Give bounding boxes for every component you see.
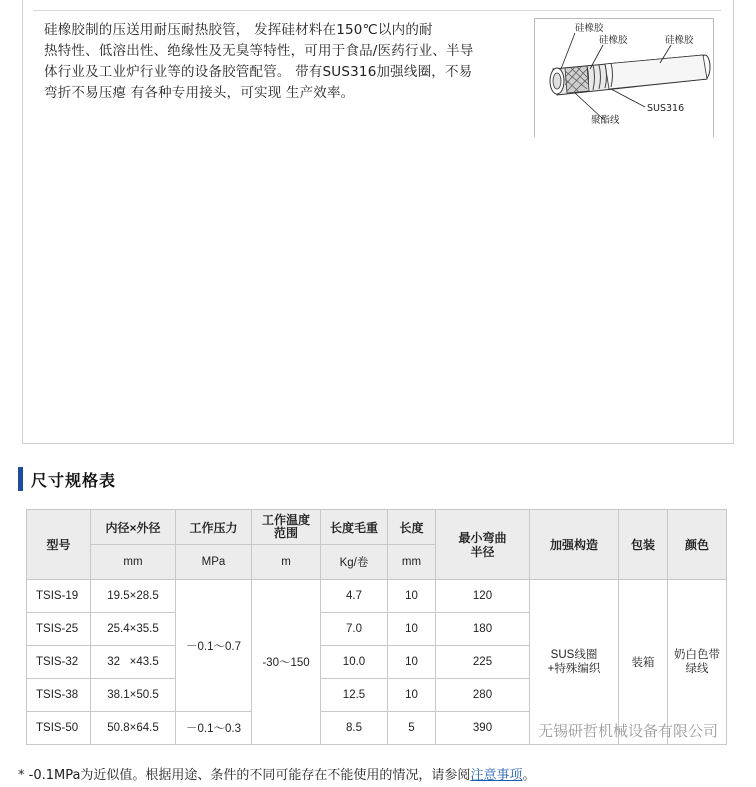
header-bend-radius: 最小弯曲 半径 bbox=[436, 510, 530, 580]
cell-pressure: －0.1～0.3 bbox=[176, 712, 252, 745]
cell-length: 10 bbox=[388, 613, 436, 646]
cell-reinforcement: SUS线圈 +特殊编织 bbox=[530, 580, 619, 745]
cell-diameter: 32 ×43.5 bbox=[91, 646, 176, 679]
header-diameter: 内径×外径 bbox=[91, 510, 176, 545]
section-title-bar bbox=[18, 467, 23, 491]
unit-pressure: MPa bbox=[176, 545, 252, 580]
cell-weight: 12.5 bbox=[321, 679, 388, 712]
divider bbox=[33, 10, 721, 11]
cell-diameter: 25.4×35.5 bbox=[91, 613, 176, 646]
precautions-link[interactable]: 注意事项 bbox=[470, 768, 523, 783]
label-polyester: 聚酯线 bbox=[591, 115, 620, 126]
header-model: 型号 bbox=[27, 510, 91, 580]
cell-model: TSIS-19 bbox=[27, 580, 91, 613]
header-length: 长度 bbox=[388, 510, 436, 545]
description-line: 体行业及工业炉行业等的设备胶管配管。 带有SUS316加强线圈，不易 bbox=[44, 64, 473, 80]
label-silicone-rubber: 硅橡胶 bbox=[575, 23, 604, 34]
cell-length: 10 bbox=[388, 580, 436, 613]
cell-weight: 7.0 bbox=[321, 613, 388, 646]
description-line: 热特性、低溶出性、绝缘性及无臭等特性，可用于食品/医药行业、半导 bbox=[44, 43, 474, 59]
cell-length: 5 bbox=[388, 712, 436, 745]
section-title-text: 尺寸规格表 bbox=[31, 470, 117, 490]
cell-bend-radius: 180 bbox=[436, 613, 530, 646]
cell-model: TSIS-25 bbox=[27, 613, 91, 646]
cell-diameter: 38.1×50.5 bbox=[91, 679, 176, 712]
cell-temperature: -30～150 bbox=[252, 580, 321, 745]
header-color: 颜色 bbox=[668, 510, 727, 580]
header-reinforcement: 加强构造 bbox=[530, 510, 619, 580]
cell-weight: 10.0 bbox=[321, 646, 388, 679]
cell-model: TSIS-38 bbox=[27, 679, 91, 712]
cell-color: 奶白色带 绿线 bbox=[668, 580, 727, 745]
label-silicone-rubber: 硅橡胶 bbox=[665, 35, 694, 46]
unit-temperature: m bbox=[252, 545, 321, 580]
cell-bend-radius: 120 bbox=[436, 580, 530, 613]
product-description bbox=[44, 20, 516, 104]
cell-packing: 装箱 bbox=[619, 580, 668, 745]
footnote-text: * -0.1MPa为近似值。根据用途、条件的不同可能存在不能使用的情况，请参阅 bbox=[18, 768, 471, 783]
cell-weight: 4.7 bbox=[321, 580, 388, 613]
cell-bend-radius: 390 bbox=[436, 712, 530, 745]
label-silicone-rubber: 硅橡胶 bbox=[599, 35, 628, 46]
cell-bend-radius: 280 bbox=[436, 679, 530, 712]
table-row bbox=[27, 580, 727, 613]
cell-weight: 8.5 bbox=[321, 712, 388, 745]
unit-weight: Kg/卷 bbox=[321, 545, 388, 580]
hose-structure-diagram bbox=[534, 18, 714, 137]
label-sus316: SUS316 bbox=[647, 103, 685, 114]
unit-length: mm bbox=[388, 545, 436, 580]
description-line: 硅橡胶制的压送用耐压耐热胶管， 发挥硅材料在150℃以内的耐 bbox=[44, 22, 433, 38]
cell-diameter: 50.8×64.5 bbox=[91, 712, 176, 745]
section-title bbox=[18, 466, 116, 492]
spec-table bbox=[26, 509, 727, 745]
cell-bend-radius: 225 bbox=[436, 646, 530, 679]
cell-model: TSIS-32 bbox=[27, 646, 91, 679]
cell-model: TSIS-50 bbox=[27, 712, 91, 745]
cell-diameter: 19.5×28.5 bbox=[91, 580, 176, 613]
description-panel bbox=[22, 0, 734, 444]
cell-length: 10 bbox=[388, 679, 436, 712]
header-pressure: 工作压力 bbox=[176, 510, 252, 545]
header-packing: 包装 bbox=[619, 510, 668, 580]
cell-pressure: －0.1～0.7 bbox=[176, 580, 252, 712]
description-line: 弯折不易压瘪 有各种专用接头，可实现 生产效率。 bbox=[44, 85, 355, 101]
footnote bbox=[18, 764, 535, 783]
header-temperature: 工作温度 范围 bbox=[252, 510, 321, 545]
footnote-end: 。 bbox=[522, 768, 536, 783]
header-weight: 长度毛重 bbox=[321, 510, 388, 545]
company-watermark: 无锡研哲机械设备有限公司 bbox=[538, 722, 719, 740]
cell-length: 10 bbox=[388, 646, 436, 679]
unit-diameter: mm bbox=[91, 545, 176, 580]
